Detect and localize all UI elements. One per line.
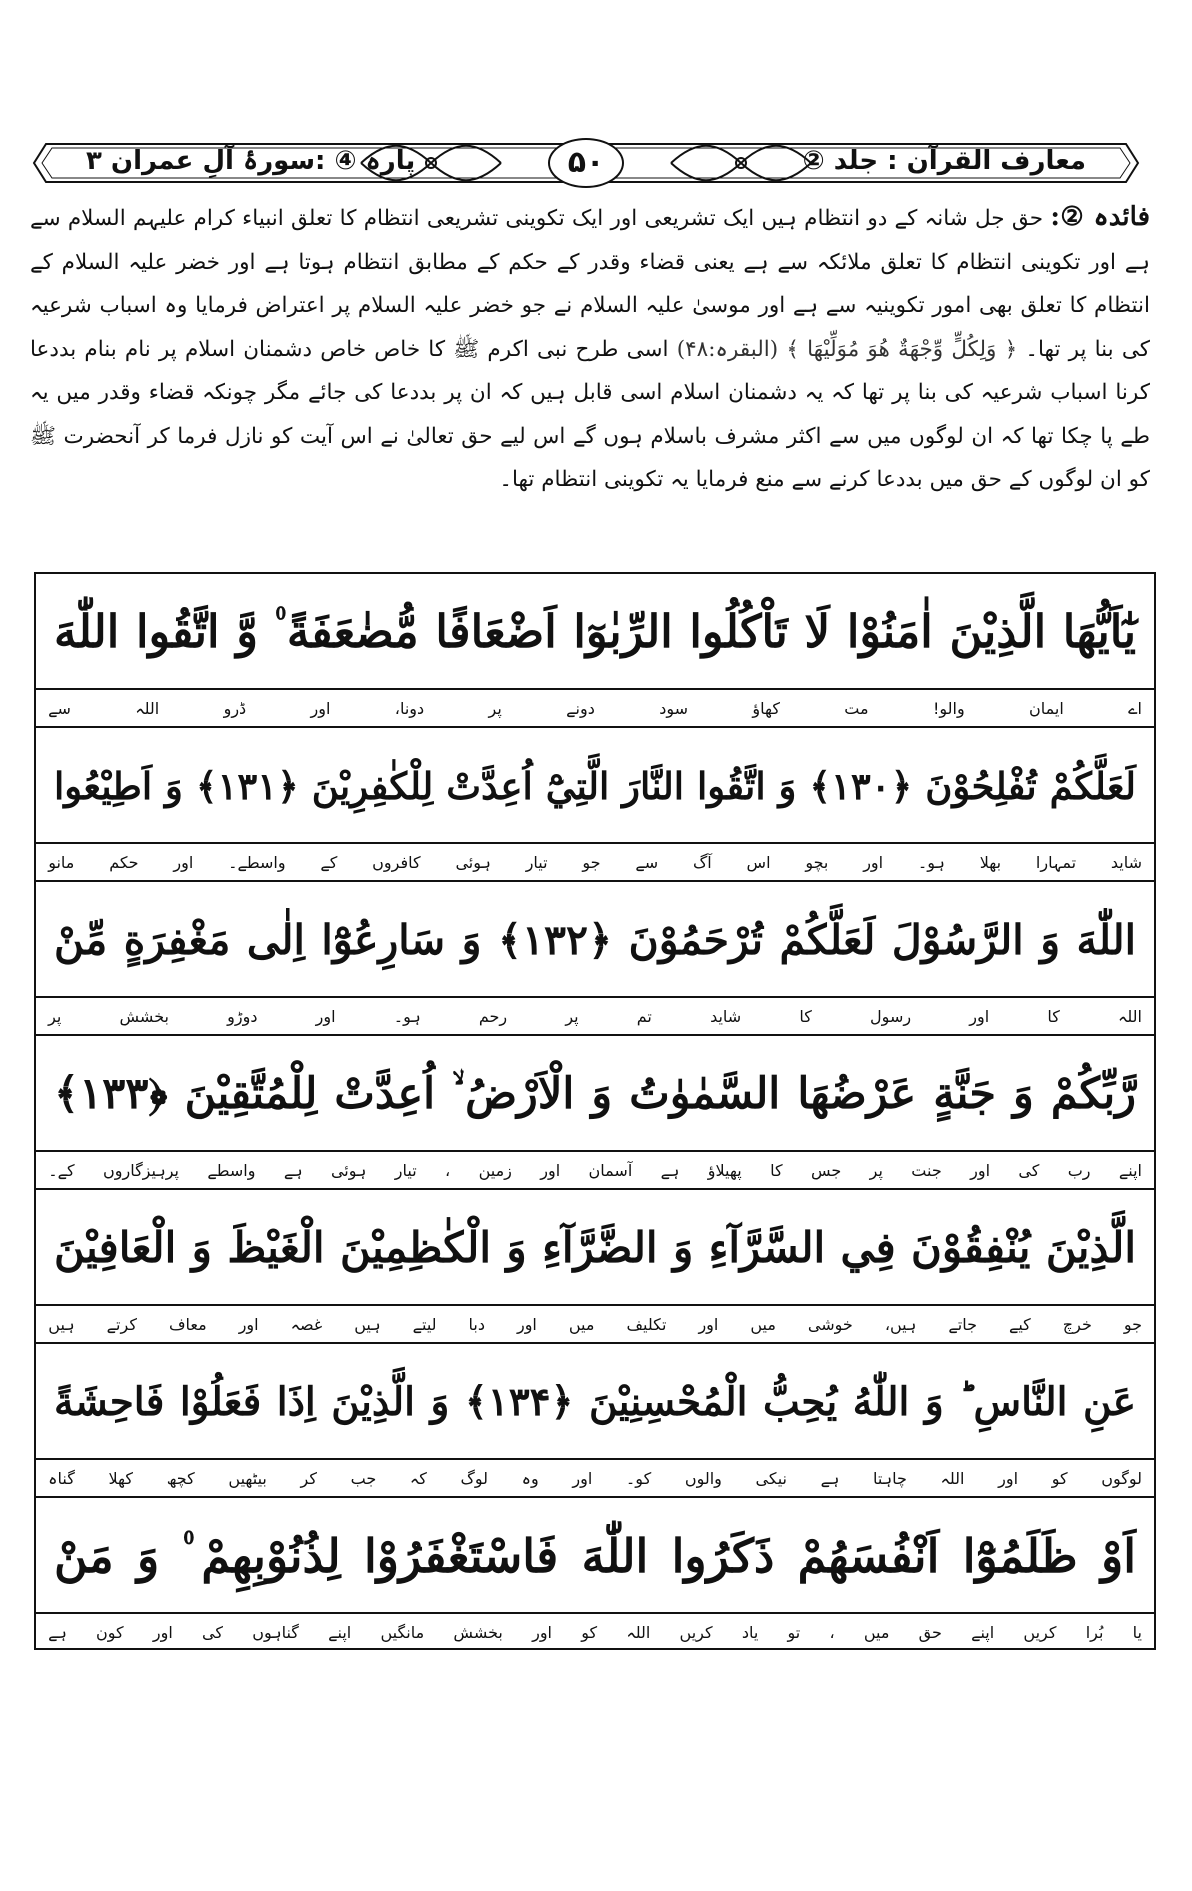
translation-word: تیار <box>394 1161 417 1180</box>
translation-line <box>36 844 1154 882</box>
translation-word: جب <box>350 1469 377 1488</box>
translation-word: تو <box>787 1623 801 1642</box>
translation-word: وہ <box>521 1469 539 1488</box>
translation-word: ہیں، <box>884 1315 917 1334</box>
translation-word: زمین <box>478 1161 512 1180</box>
translation-word: جو <box>1123 1315 1142 1334</box>
translation-line <box>36 1460 1154 1498</box>
translation-line <box>36 690 1154 728</box>
translation-word: سے <box>48 699 71 718</box>
translation-word: ہے <box>48 1623 67 1642</box>
translation-word: بخشش <box>119 1007 169 1026</box>
translation-word: تمہارا <box>1035 853 1077 872</box>
translation-word: آسمان <box>588 1161 633 1180</box>
translation-line <box>36 1614 1154 1652</box>
translation-word: کافروں <box>372 853 421 872</box>
translation-word: جو <box>582 853 601 872</box>
translation-line <box>36 1306 1154 1344</box>
translation-word: ہیں <box>48 1315 75 1334</box>
translation-word: پر <box>565 1007 579 1026</box>
quran-translation-block <box>34 572 1156 1650</box>
translation-word: حق <box>918 1623 942 1642</box>
translation-word: ، <box>829 1623 835 1642</box>
translation-word: بچو <box>805 853 829 872</box>
translation-word: جاتے <box>948 1315 977 1334</box>
translation-word: لوگ <box>460 1469 488 1488</box>
translation-word: کھاؤ <box>752 699 780 718</box>
translation-word: جس <box>810 1161 842 1180</box>
translation-word: واسطے۔ <box>228 853 286 872</box>
translation-word: دبا <box>468 1315 485 1334</box>
translation-word: تم <box>636 1007 652 1026</box>
translation-word: اپنے <box>971 1623 995 1642</box>
translation-word: بخشش <box>453 1623 503 1642</box>
translation-word: اور <box>698 1315 719 1334</box>
translation-word: معاف <box>168 1315 207 1334</box>
translation-word: کو۔ <box>625 1469 652 1488</box>
translation-word: اپنے <box>1118 1161 1142 1180</box>
translation-word: بیٹھیں <box>228 1469 267 1488</box>
translation-word: ہے <box>283 1161 303 1180</box>
translation-word: ایمان <box>1029 699 1064 718</box>
commentary-paragraph <box>30 196 1150 502</box>
translation-word: اور <box>310 699 331 718</box>
translation-word: پرہیزگاروں <box>102 1161 179 1180</box>
translation-word: اور <box>315 1007 336 1026</box>
translation-word: اور <box>238 1315 259 1334</box>
translation-word: کو <box>1051 1469 1068 1488</box>
arabic-verse-line: اللّٰهَ وَ الرَّسُوْلَ لَعَلَّكُمْ تُرْحَمُوْنَ ﴿۱۳۲﴾ وَ سَارِعُوْٓا اِلٰى مَغْفِرَةٍ مِّنْ <box>36 882 1154 998</box>
arabic-verse-line: الَّذِيْنَ يُنْفِقُوْنَ فِي السَّرَّآءِ وَ الضَّرَّآءِ وَ الْكٰظِمِيْنَ الْغَيْظَ وَ الْعَافِيْنَ <box>36 1190 1154 1306</box>
right-ornament-icon <box>666 140 816 186</box>
translation-word: ہیں <box>354 1315 381 1334</box>
translation-word: اے <box>1128 699 1142 718</box>
translation-word: اور <box>516 1315 537 1334</box>
arabic-verse-line: لَعَلَّكُمْ تُفْلِحُوْنَ ﴿۱۳۰﴾ وَ اتَّقُوا النَّارَ الَّتِيْٓ اُعِدَّتْ لِلْكٰفِرِيْنَ ﴿۱۳۱﴾ وَ اَطِيْعُوا <box>36 728 1154 844</box>
translation-word: اور <box>532 1623 552 1642</box>
translation-word: اور <box>152 1623 173 1642</box>
commentary-text: حق جل شانہ کے دو انتظام ہیں ایک تشریعی اور ایک تکوینی تشریعی انتظام کا تعلق انبیاء کرام علیہم السلام سے ہے اور تکوینی انتظام کا تعلق ملائکہ سے ہے یعنی قضاء وقدر کے حکم کے مطابق انتظام ہوتا ہے اور خضر علیہ السلام کے انتظام کا تعلق بھی امور تکوینیہ سے ہے اور موسیٰ علیہ السلام نے جو خضر علیہ السلام پر اعتراض فرمایا وہ اسباب شرعیہ کی بنا پر تھا۔ <box>30 206 1150 362</box>
translation-line <box>36 1152 1154 1190</box>
translation-word: کرتے <box>106 1315 137 1334</box>
translation-word: یا <box>1132 1623 1142 1642</box>
translation-word: اللہ <box>1118 1007 1142 1026</box>
translation-word: پھیلاؤ <box>707 1161 742 1180</box>
translation-word: کا <box>799 1007 812 1026</box>
translation-word: والوں <box>684 1469 722 1488</box>
arabic-verse-line: عَنِ النَّاسِ ؕ وَ اللّٰهُ يُحِبُّ الْمُحْسِنِيْنَ ﴿۱۳۴﴾ وَ الَّذِيْنَ اِذَا فَعَلُوْا فَاحِشَةً <box>36 1344 1154 1460</box>
translation-word: ہے <box>820 1469 840 1488</box>
translation-word: ہو۔ <box>917 853 945 872</box>
translation-word: اس <box>746 853 771 872</box>
translation-word: کر <box>300 1469 317 1488</box>
translation-word: گناہ <box>48 1469 75 1488</box>
translation-word: رب <box>1067 1161 1091 1180</box>
translation-word: لیتے <box>412 1315 437 1334</box>
translation-word: مت <box>844 699 869 718</box>
ayah-reference: ﴿ وَلِكُلٍّ وِّجْهَةٌ هُوَ مُوَلِّيْهَا ﴾ (البقرہ:۴۸) <box>676 336 1018 362</box>
translation-word: پر <box>48 1007 62 1026</box>
translation-word: میں <box>568 1315 595 1334</box>
translation-word: اور <box>572 1469 593 1488</box>
translation-word: نیکی <box>755 1469 787 1488</box>
translation-word: خوشی <box>807 1315 853 1334</box>
translation-word: میں <box>863 1623 890 1642</box>
translation-word: کی <box>1018 1161 1040 1180</box>
arabic-verse-line: رَّبِّكُمْ وَ جَنَّةٍ عَرْضُهَا السَّمٰوٰتُ وَ الْاَرْضُ ۙ اُعِدَّتْ لِلْمُتَّقِيْنَ ﴿۱۳۳﴾ <box>36 1036 1154 1152</box>
translation-word: گناہوں <box>252 1623 299 1642</box>
translation-word: آگ <box>692 853 712 872</box>
translation-word: غصہ <box>290 1315 323 1334</box>
translation-word: واسطے <box>207 1161 256 1180</box>
translation-word: رحم <box>478 1007 508 1026</box>
translation-word: کا <box>1047 1007 1060 1026</box>
translation-word: اللہ <box>940 1469 965 1488</box>
translation-word: کا <box>770 1161 783 1180</box>
translation-word: میں <box>750 1315 776 1334</box>
book-title: معارف القرآن : جلد ② <box>802 146 1086 176</box>
translation-word: بُرا <box>1085 1623 1104 1642</box>
translation-word: اور <box>970 1161 991 1180</box>
translation-word: کو <box>581 1623 598 1642</box>
translation-word: یاد <box>741 1623 759 1642</box>
translation-word: دونے <box>566 699 595 718</box>
translation-word: اور <box>173 853 194 872</box>
translation-word: ہوئی <box>455 853 491 872</box>
translation-word: کے۔ <box>48 1161 75 1180</box>
translation-word: کریں <box>1023 1623 1057 1642</box>
translation-line <box>36 998 1154 1036</box>
translation-word: پر <box>869 1161 883 1180</box>
translation-word: سے <box>635 853 659 872</box>
arabic-verse-line: اَوْ ظَلَمُوْٓا اَنْفُسَهُمْ ذَكَرُوا اللّٰهَ فَاسْتَغْفَرُوْا لِذُنُوْبِهِمْ ۠ وَ مَنْ <box>36 1498 1154 1614</box>
translation-word: ہوئی <box>330 1161 367 1180</box>
arabic-verse-line: يٰٓاَيُّهَا الَّذِيْنَ اٰمَنُوْا لَا تَاْكُلُوا الرِّبٰوٓا اَضْعَافًا مُّضٰعَفَةً ۠ وَّ اتَّقُوا اللّٰهَ <box>36 574 1154 690</box>
translation-word: خرچ <box>1062 1315 1092 1334</box>
translation-word: مانو <box>48 853 75 872</box>
translation-word: اللہ <box>135 699 160 718</box>
translation-word: شاید <box>710 1007 742 1026</box>
translation-word: بھلا <box>979 853 1002 872</box>
translation-word: مانگیں <box>380 1623 425 1642</box>
translation-word: تکلیف <box>626 1315 667 1334</box>
translation-word: ڈرو <box>223 699 247 718</box>
page-header <box>26 138 1146 188</box>
translation-word: اور <box>969 1007 990 1026</box>
translation-word: شاید <box>1110 853 1142 872</box>
translation-word: دونا، <box>394 699 425 718</box>
translation-word: ، <box>445 1161 451 1180</box>
translation-word: رسول <box>870 1007 912 1026</box>
translation-word: اور <box>540 1161 561 1180</box>
translation-word: ہو۔ <box>393 1007 421 1026</box>
translation-word: تیار <box>525 853 548 872</box>
note-label: فائدہ ②: <box>1050 202 1150 232</box>
translation-word: اللہ <box>626 1623 651 1642</box>
translation-word: پر <box>488 699 502 718</box>
translation-word: لوگوں <box>1101 1469 1142 1488</box>
section-title: پارہ ④ :سورۂ آلِ عمران ۳ <box>86 146 416 176</box>
translation-word: اور <box>998 1469 1019 1488</box>
translation-word: کیے <box>1008 1315 1031 1334</box>
translation-word: حکم <box>109 853 139 872</box>
translation-word: سود <box>659 699 688 718</box>
translation-word: کہ <box>409 1469 427 1488</box>
translation-word: کون <box>96 1623 124 1642</box>
translation-word: کے <box>320 853 338 872</box>
translation-word: کھلا <box>108 1469 134 1488</box>
translation-word: کی <box>202 1623 223 1642</box>
translation-word: چاہتا <box>873 1469 907 1488</box>
translation-word: اور <box>863 853 884 872</box>
translation-word: کریں <box>679 1623 713 1642</box>
translation-word: جنت <box>911 1161 942 1180</box>
translation-word: دوڑو <box>227 1007 258 1026</box>
translation-word: کچھ <box>166 1469 195 1488</box>
translation-word: اپنے <box>328 1623 352 1642</box>
page-number: ۵۰ <box>548 138 624 188</box>
translation-word: ہے <box>660 1161 680 1180</box>
translation-word: والو! <box>932 699 965 718</box>
commentary-text-continued: اسی طرح نبی اکرم ﷺ کا خاص خاص دشمنان اسلام پر نام بنام بددعا کرنا اسباب شرعیہ کی بنا پر تھا کہ یہ دشمنان اسلام اسی قابل ہیں کہ ان پر بددعا کی جائے مگر چونکہ قضاء وقدر میں یہ طے پا چکا تھا کہ ان لوگوں میں سے اکثر مشرف باسلام ہوں گے اس لیے حق تعالیٰ نے اس آیت کو نازل فرما کر آنحضرت ﷺ کو ان لوگوں کے حق میں بددعا کرنے سے منع فرمایا یہ تکوینی انتظام تھا۔ <box>30 336 1150 492</box>
